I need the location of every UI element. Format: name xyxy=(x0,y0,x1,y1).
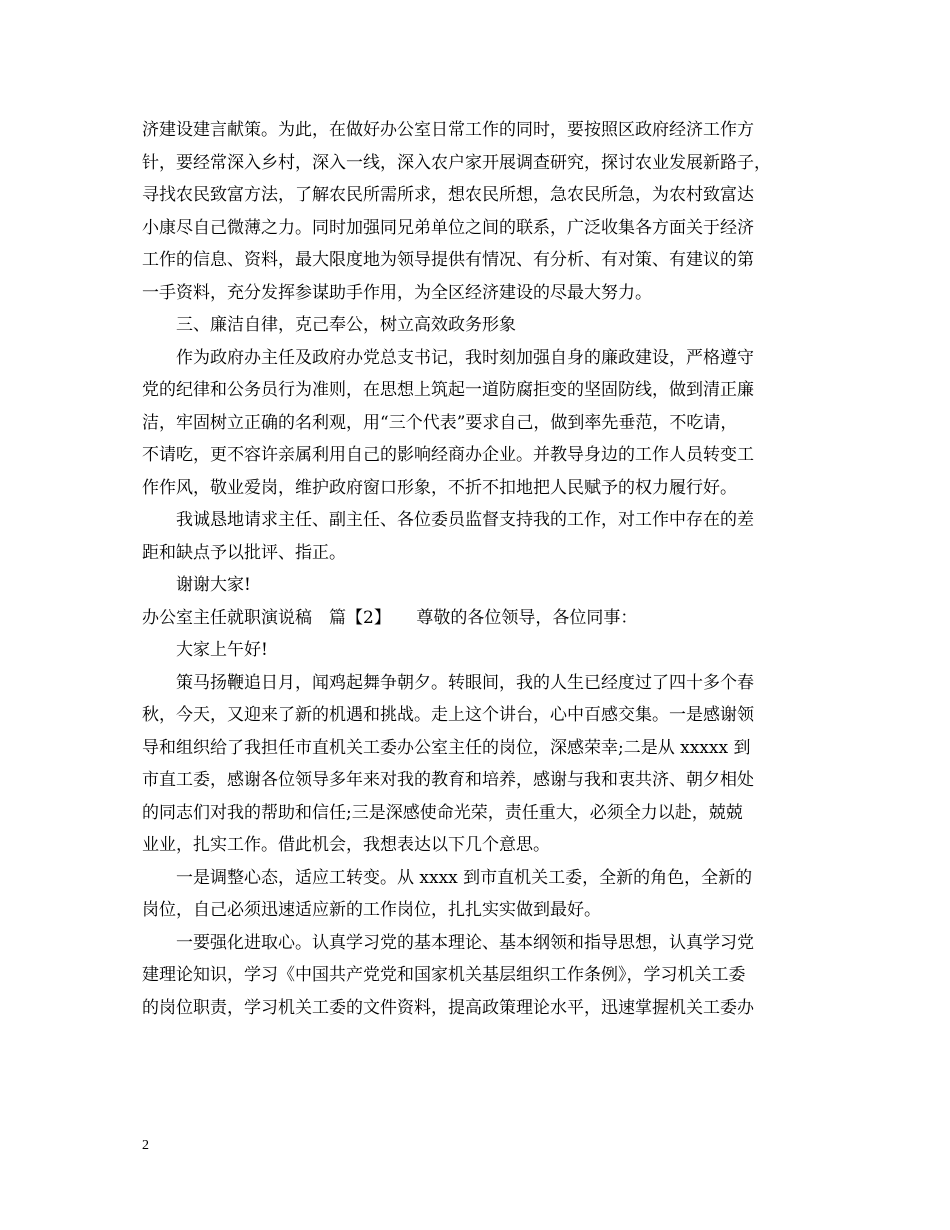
text-line: 小康尽自己微薄之力。同时加强同兄弟单位之间的联系，广泛收集各方面关于经济 xyxy=(142,217,754,238)
text-line: 策马扬鞭追日月，闻鸡起舞争朝夕。转眼间，我的人生已经度过了四十多个春 xyxy=(176,672,754,693)
text-line: 导和组织给了我担任市直机关工委办公室主任的岗位，深感荣幸;二是从 xxxxx 到 xyxy=(142,737,751,758)
text-line: 的同志们对我的帮助和信任;三是深感使命光荣，责任重大，必须全力以赴，兢兢 xyxy=(142,802,743,823)
text-line: 市直工委，感谢各位领导多年来对我的教育和培养，感谢与我和衷共济、朝夕相处 xyxy=(142,770,754,790)
text-line: 作作风，敬业爱岗，维护政府窗口形象，不折不扣地把人民赋予的权力履行好。 xyxy=(142,477,737,498)
text-line: 秋，今天，又迎来了新的机遇和挑战。走上这个讲台，心中百感交集。一是感谢领 xyxy=(142,705,754,725)
text-line: 作为政府办主任及政府办党总支书记，我时刻加强自身的廉政建设，严格遵守 xyxy=(176,347,754,368)
text-line: 办公室主任就职演说稿 篇【2】 尊敬的各位领导，各位同事： xyxy=(142,607,638,628)
text-line: 谢谢大家! xyxy=(176,575,251,595)
text-line: 不请吃，更不容许亲属利用自己的影响经商办企业。并教导身边的工作人员转变工 xyxy=(142,445,754,465)
text-line: 我诚恳地请求主任、副主任、各位委员监督支持我的工作，对工作中存在的差 xyxy=(176,510,754,530)
page-number: 2 xyxy=(142,1138,149,1153)
text-line: 一是调整心态，适应工转变。从 xxxx 到市直机关工委，全新的角色，全新的 xyxy=(176,867,753,888)
text-line: 建理论知识，学习《中国共产党党和国家机关基层组织工作条例》，学习机关工委 xyxy=(142,965,746,985)
text-line: 三、廉洁自律，克己奉公，树立高效政务形象 xyxy=(176,315,516,335)
text-line: 针，要经常深入乡村，深入一线，深入农户家开展调查研究，探讨农业发展新路子， xyxy=(142,152,771,173)
text-line: 的岗位职责，学习机关工委的文件资料，提高政策理论水平，迅速掌握机关工委办 xyxy=(142,997,754,1018)
text-line: 业业，扎实工作。借此机会，我想表达以下几个意思。 xyxy=(142,835,550,855)
text-line: 岗位，自己必须迅速适应新的工作岗位，扎扎实实做到最好。 xyxy=(142,900,601,920)
text-line: 寻找农民致富方法，了解农民所需所求，想农民所想，急农民所急，为农村致富达 xyxy=(142,185,754,205)
text-line: 一手资料，充分发挥参谋助手作用，为全区经济建设的尽最大努力。 xyxy=(142,282,652,303)
text-line: 大家上午好! xyxy=(176,640,268,660)
text-line: 济建设建言献策。为此，在做好办公室日常工作的同时，要按照区政府经济工作方 xyxy=(142,120,754,140)
text-line: 党的纪律和公务员行为准则，在思想上筑起一道防腐拒变的坚固防线，做到清正廉 xyxy=(142,380,754,400)
text-line: 距和缺点予以批评、指正。 xyxy=(142,542,346,563)
text-line: 一要强化进取心。认真学习党的基本理论、基本纲领和指导思想，认真学习党 xyxy=(176,932,754,953)
body-text xyxy=(142,114,822,1024)
text-line: 洁，牢固树立正确的名利观，用“三个代表”要求自己，做到率先垂范，不吃请， xyxy=(142,412,738,433)
text-line: 工作的信息、资料，最大限度地为领导提供有情况、有分析、有对策、有建议的第 xyxy=(142,250,754,270)
